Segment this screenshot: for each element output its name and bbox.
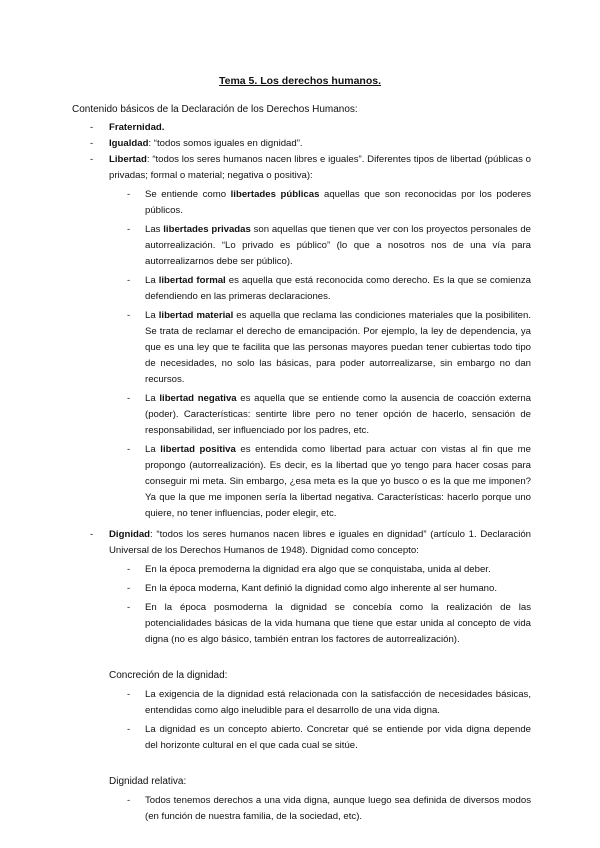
subitem-term: libertad negativa <box>159 393 237 404</box>
subitem-text: La <box>145 310 159 321</box>
subitem-text: aquellas que son reconocidas por los poderes públicos. <box>145 189 531 216</box>
libertad-subitem <box>0 222 531 270</box>
relativa-heading: Dignidad relativa: <box>109 776 187 787</box>
subitem-term: libertades públicas <box>230 189 320 200</box>
dignidad-subitem: - En la época posmoderna la dignidad se concebía como la realización de las potencialidades básicas de la vida humana que tiene que estar unida al concepto de vida digna (no es algo básico, también entran los factores de autorrealización). <box>0 600 531 648</box>
dignidad-subitem: - En la época premoderna la dignidad era algo que se conquistaba, unida al deber. <box>0 562 531 578</box>
dignidad-text: : “todos los seres humanos nacen libres e iguales en dignidad” (artículo 1. Declaración Universal de los Derechos Humanos de 1948). Dignidad como concepto: <box>109 529 531 556</box>
list-item-igualdad <box>0 136 531 152</box>
subitem-text: Se entiende como <box>145 189 231 200</box>
libertad-subitem <box>0 273 531 305</box>
concrecion-heading: Concreción de la dignidad: <box>109 670 228 681</box>
libertad-text: : “todos los seres humanos nacen libres e iguales”. Diferentes tipos de libertad (públicas o privadas; formal o material; negativa o positiva): <box>109 154 531 181</box>
subitem-text: es aquella que reclama las condiciones materiales que la posibiliten. Se trata de reclamar el derecho de emancipación. Por ejemplo, la ley de dependencia, ya que es una ley que te facilita que las personas mayores puedan tener cubiertas todo tipo de necesidades, no solo las básicas, para poder autorrealizarse, sin embargo no dan recursos. <box>145 310 531 385</box>
term-igualdad: Igualdad <box>109 138 149 149</box>
relativa-subitem: - Todos tenemos derechos a una vida digna, aunque luego sea definida de diversos modos (en función de nuestra familia, de la sociedad, etc). <box>0 793 531 825</box>
subitem-term: libertades privadas <box>163 224 251 235</box>
term-fraternidad: Fraternidad. <box>109 122 165 133</box>
subitem-text: es aquella que está reconocida como derecho. Es la que se comienza defendiendo en las primeras declaraciones. <box>145 275 531 302</box>
subitem-text: La <box>145 444 161 455</box>
list-item-dignidad <box>0 527 531 559</box>
intro-text: Contenido básicos de la Declaración de los Derechos Humanos: <box>72 104 358 115</box>
subitem-text: es entendida como libertad para actuar con vistas al fin que me propongo (autorrealización). Es decir, es la libertad que yo tengo para hacer cosas para conseguir mi meta. Sin embargo, ¿esa meta es la que yo busco o es la que me imponen? Ya que la que me imponen sería la libertad negativa. Características: hacerlo porque uno quiere, no tener influencias, poder elegir, etc. <box>145 444 531 519</box>
libertad-subitem <box>0 308 531 388</box>
libertad-subitem <box>0 187 531 219</box>
subitem-text: es aquella que se entiende como la ausencia de coacción externa (poder). Características: sentirte libre pero no tener opción de hacerlo, sensación de responsabilidad, ser influenciado por los padres, etc. <box>145 393 531 436</box>
libertad-subitem <box>0 391 531 439</box>
page-title: Tema 5. Los derechos humanos. <box>218 75 382 87</box>
subitem-term: libertad positiva <box>160 444 236 455</box>
list-item-fraternidad <box>0 120 531 136</box>
subitem-term: libertad material <box>158 310 234 321</box>
subitem-text: La <box>145 275 159 286</box>
igualdad-text: : “todos somos iguales en dignidad”. <box>148 138 303 149</box>
subitem-term: libertad formal <box>158 275 226 286</box>
subitem-text: Las <box>145 224 164 235</box>
subitem-text: son aquellas que tienen que ver con los proyectos personales de autorrealización. “Lo privado es público” (lo que a nosotros nos de una vía para autorrealizarnos debe ser público). <box>145 224 531 267</box>
term-dignidad: Dignidad <box>109 529 151 540</box>
content-list <box>0 120 600 825</box>
list-item-libertad <box>0 152 531 184</box>
concrecion-subitem: - La dignidad es un concepto abierto. Concretar qué se entiende por vida digna depende del horizonte cultural en el que cada cual se sitúe. <box>0 722 531 754</box>
subitem-text: La <box>145 393 160 404</box>
dignidad-subitem: - En la época moderna, Kant definió la dignidad como algo inherente al ser humano. <box>0 581 531 597</box>
libertad-subitem <box>0 442 531 522</box>
term-libertad: Libertad <box>109 154 147 165</box>
concrecion-subitem: - La exigencia de la dignidad está relacionada con la satisfacción de necesidades básicas, entendidas como algo ineludible para el desarrollo de una vida digna. <box>0 687 531 719</box>
